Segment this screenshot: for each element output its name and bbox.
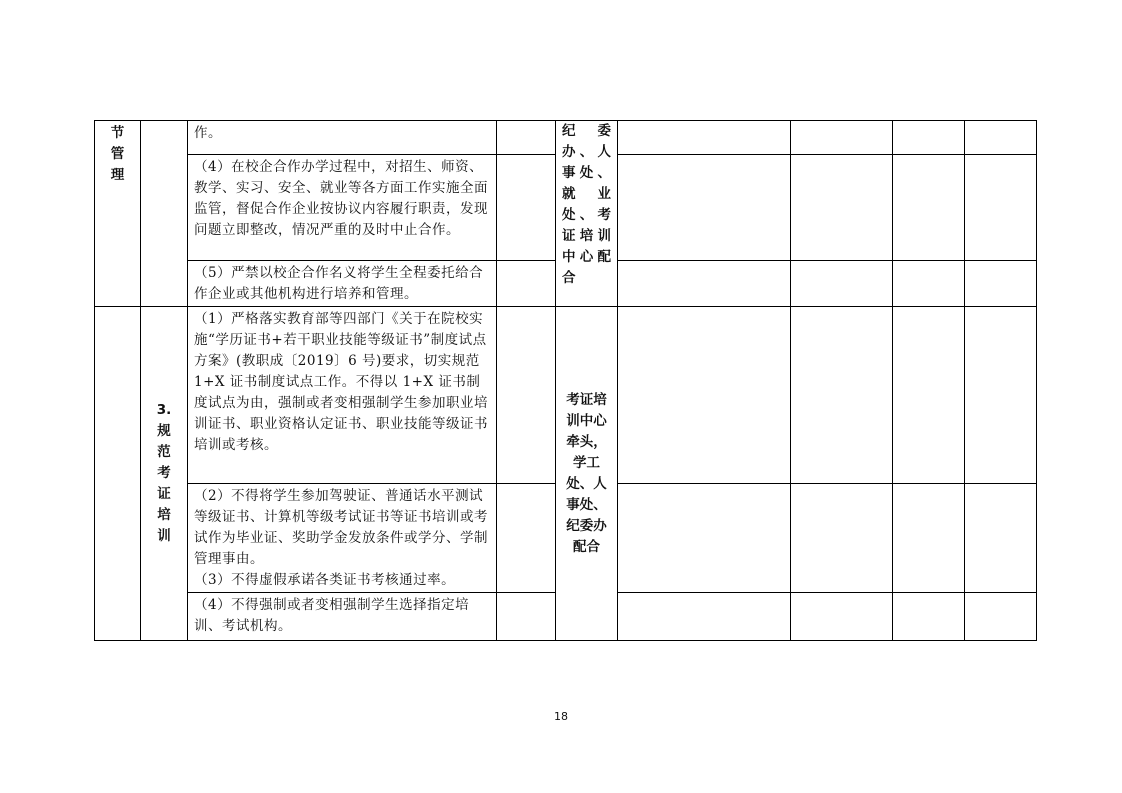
table-row	[95, 307, 1037, 484]
empty-cell	[893, 155, 965, 261]
empty-cell	[893, 121, 965, 155]
empty-cell	[893, 484, 965, 593]
requirement-cell: （4）在校企合作办学过程中，对招生、师资、教学、实习、安全、就业等各方面工作实施全面监管，督促合作企业按协议内容履行职责，发现问题立即整改，情况严重的及时中止合作。	[188, 155, 497, 261]
empty-cell	[618, 261, 791, 307]
table-row	[95, 121, 1037, 155]
sub-item-char: 范	[157, 444, 171, 460]
empty-cell	[618, 121, 791, 155]
empty-cell	[965, 155, 1037, 261]
empty-cell	[497, 307, 556, 484]
empty-cell	[791, 261, 893, 307]
sub-item-cell	[141, 307, 188, 641]
empty-cell	[893, 261, 965, 307]
empty-cell	[893, 307, 965, 484]
requirement-item: （2）不得将学生参加驾驶证、普通话水平测试等级证书、计算机等级考试证书等证书培训或考试作为毕业证、奖助学金发放条件或学分、学制管理事由。	[194, 488, 488, 567]
empty-cell	[965, 307, 1037, 484]
sub-item-char: 培	[157, 507, 171, 523]
empty-cell	[965, 261, 1037, 307]
empty-cell	[618, 593, 791, 641]
main-cell-empty	[95, 307, 141, 641]
page-number: 18	[554, 710, 568, 723]
section-main-char: 理	[110, 167, 125, 183]
empty-cell	[618, 155, 791, 261]
requirement-cell: （4）不得强制或者变相强制学生选择指定培训、考试机构。	[188, 593, 497, 641]
section-main-char: 节	[110, 125, 125, 141]
sub-item-char: 训	[157, 528, 171, 544]
empty-cell	[791, 155, 893, 261]
empty-cell	[965, 593, 1037, 641]
empty-cell	[791, 121, 893, 155]
empty-cell	[497, 155, 556, 261]
empty-cell	[497, 261, 556, 307]
empty-cell	[965, 121, 1037, 155]
empty-cell	[965, 484, 1037, 593]
supervision-table	[94, 120, 1037, 641]
responsible-cell	[556, 121, 618, 307]
requirement-item: （3）不得虚假承诺各类证书考核通过率。	[194, 572, 456, 588]
empty-cell	[618, 484, 791, 593]
empty-cell	[791, 484, 893, 593]
empty-cell	[791, 307, 893, 484]
section-main-char: 管	[110, 146, 125, 162]
responsible-text: 考证培训中心牵头，学工处、人事处、纪委办配合	[566, 391, 607, 555]
empty-cell	[791, 593, 893, 641]
requirement-cell: （1）严格落实教育部等四部门《关于在院校实施“学历证书+若干职业技能等级证书”制度试点方案》(教职成〔2019〕6 号)要求，切实规范 1+X 证书制度试点工作。不得以 1+X 证书制度试点为由，强制或者变相强制学生参加职业培训证书、职业资格认定证书、职业技能等级证书培训或考核。	[188, 307, 497, 484]
sub-item-char: 考	[157, 465, 171, 481]
responsible-text: 纪委办、人事处、就业处、考证培训中心配合	[562, 123, 611, 286]
section-main-cell	[95, 121, 141, 307]
empty-cell	[497, 484, 556, 593]
requirement-cell: （5）严禁以校企合作名义将学生全程委托给合作企业或其他机构进行培养和管理。	[188, 261, 497, 307]
requirement-cell	[188, 484, 497, 593]
empty-cell	[497, 593, 556, 641]
sub-item-char: 规	[157, 423, 171, 439]
sub-item-char: 证	[157, 486, 171, 502]
responsible-cell	[556, 307, 618, 641]
empty-cell	[893, 593, 965, 641]
empty-cell	[497, 121, 556, 155]
sub-item-cell-empty	[141, 121, 188, 307]
requirement-cell: 作。	[188, 121, 497, 155]
empty-cell	[618, 307, 791, 484]
sub-item-number: 3.	[156, 402, 172, 418]
